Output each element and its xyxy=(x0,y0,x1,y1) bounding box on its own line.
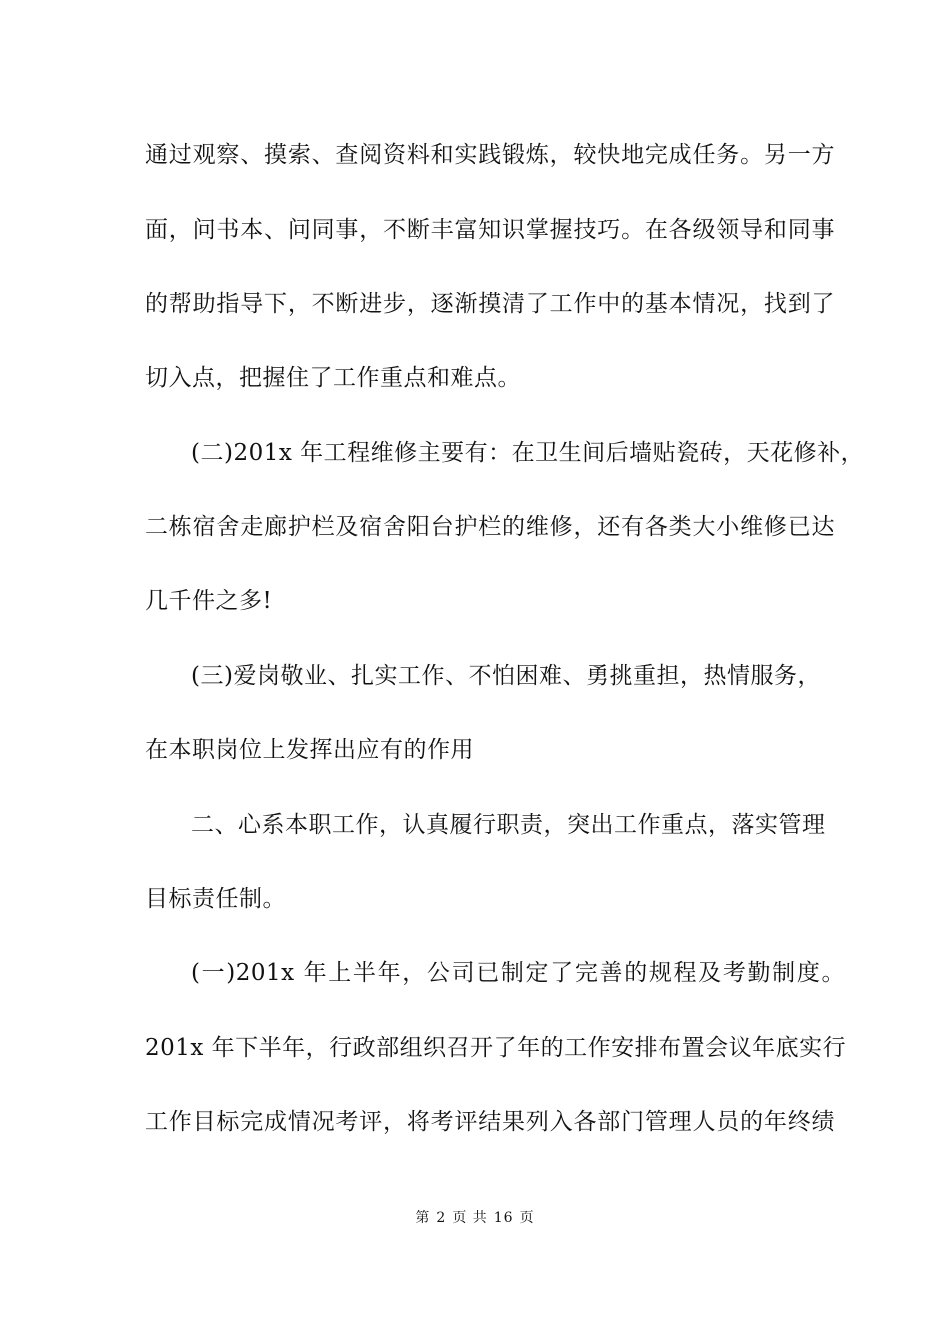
paragraph-first-line: (一)201x 年上半年，公司已制定了完善的规程及考勤制度。 xyxy=(191,960,845,986)
text-line: 工作目标完成情况考评，将考评结果列入各部门管理人员的年终绩 xyxy=(145,1109,835,1135)
text-line: 在本职岗位上发挥出应有的作用 xyxy=(145,737,474,763)
total-pages-number: 16 xyxy=(493,1210,514,1226)
text-line: 通过观察、摸索、查阅资料和实践锻炼，较快地完成任务。另一方 xyxy=(145,142,835,168)
text-line: 的帮助指导下，不断进步，逐渐摸清了工作中的基本情况，找到了 xyxy=(145,291,835,317)
text-line: 目标责任制。 xyxy=(145,886,286,912)
footer-suffix: 页 xyxy=(519,1210,535,1226)
paragraph-first-line: (三)爱岗敬业、扎实工作、不怕困难、勇挑重担，热情服务， xyxy=(191,663,821,689)
footer-prefix: 第 xyxy=(415,1210,431,1226)
footer-middle: 页 共 xyxy=(452,1210,488,1226)
text-line: 几千件之多! xyxy=(145,588,273,614)
text-line: 201x 年下半年，行政部组织召开了年的工作安排布置会议年底实行 xyxy=(145,1035,847,1061)
current-page-number: 2 xyxy=(436,1210,447,1226)
paragraph-first-line: (二)201x 年工程维修主要有：在卫生间后墙贴瓷砖，天花修补， xyxy=(191,440,865,466)
text-line: 二栋宿舍走廊护栏及宿舍阳台护栏的维修，还有各类大小维修已达 xyxy=(145,514,835,540)
page-footer xyxy=(0,1208,950,1228)
text-line: 切入点，把握住了工作重点和难点。 xyxy=(145,365,521,391)
text-line: 面，问书本、问同事，不断丰富知识掌握技巧。在各级领导和同事 xyxy=(145,217,835,243)
paragraph-first-line: 二、心系本职工作，认真履行职责，突出工作重点，落实管理 xyxy=(191,812,826,838)
